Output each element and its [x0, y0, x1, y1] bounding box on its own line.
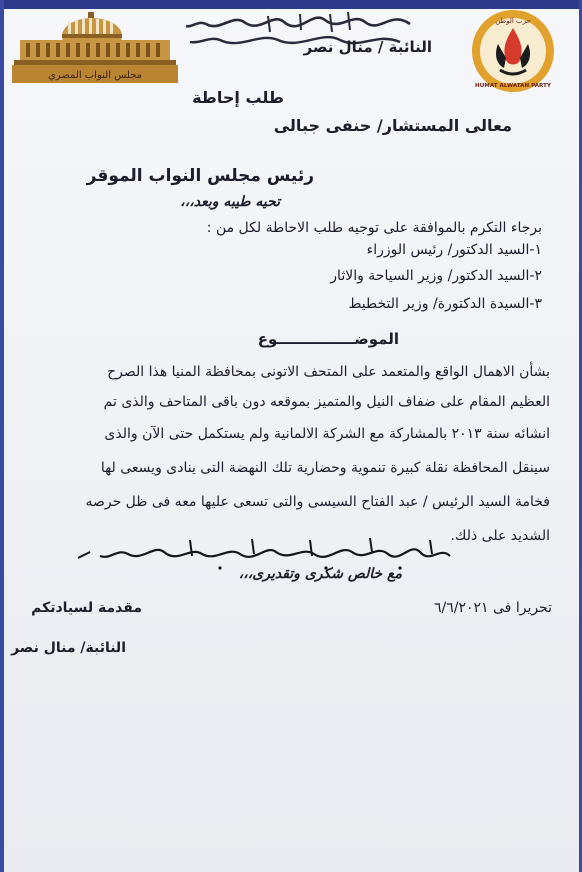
party-logo-caption: حزب الوطن [495, 17, 531, 25]
party-logo-caption-en: HUMAT ALWATAN PARTY [475, 83, 551, 89]
letter-type-title: طلب إحاطة [192, 88, 284, 107]
page-left-border [0, 0, 4, 872]
subject-label: الموضـــــــــــــــوع [257, 330, 399, 348]
addressee-title: رئيس مجلس النواب الموقر [86, 166, 314, 186]
greeting: تحيه طيبه وبعد،،، [180, 194, 280, 210]
closing: مع خالص شكرى وتقديرى،،، [238, 566, 402, 582]
body-line: سينقل المحافظة نقلة كبيرة تنموية وحضارية تلك النهضة التى ينادى ويسعى لها [100, 460, 550, 476]
body-line: انشائه سنة ٢٠١٣ بالمشاركة مع الشركة الالمانية ولم يستكمل حتى الآن والذى [104, 426, 550, 442]
parliament-logo-caption: مجلس النواب المصري [47, 70, 143, 81]
party-logo [470, 8, 556, 94]
signature-name: النائبة/ منال نصر [11, 640, 126, 656]
body-line: الشديد على ذلك. [450, 528, 550, 544]
recipient-item: ٢-السيد الدكتور/ وزير السياحة والاثار [330, 268, 542, 284]
letter-date: تحريرا فى ٦/٦/٢٠٢١ [434, 600, 552, 616]
recipient-item: ١-السيد الدكتور/ رئيس الوزراء [366, 242, 542, 258]
mp-name-top: النائبة / منال نصر [303, 38, 432, 56]
addressee: معالى المستشار/ حنفى جبالى [273, 116, 512, 135]
recipient-item: ٣-السيدة الدكتورة/ وزير التخطيط [348, 296, 542, 312]
body-line: فخامة السيد الرئيس / عبد الفتاح السيسى والتى تسعى عليها معه فى ظل حرصه [85, 494, 550, 510]
parliament-logo [12, 12, 178, 84]
presented-by: مقدمة لسيادتكم [31, 600, 142, 616]
body-line: العظيم المقام على ضفاف النيل والمتميز بموقعه دون باقى المتاحف والذى تم [103, 394, 550, 410]
request-intro: برجاء التكرم بالموافقة على توجيه طلب الاحاطة لكل من : [206, 220, 542, 236]
body-line: بشأن الاهمال الواقع والمتعمد على المتحف الاتونى بمحافظة المنيا هذا الصرح [107, 364, 550, 380]
